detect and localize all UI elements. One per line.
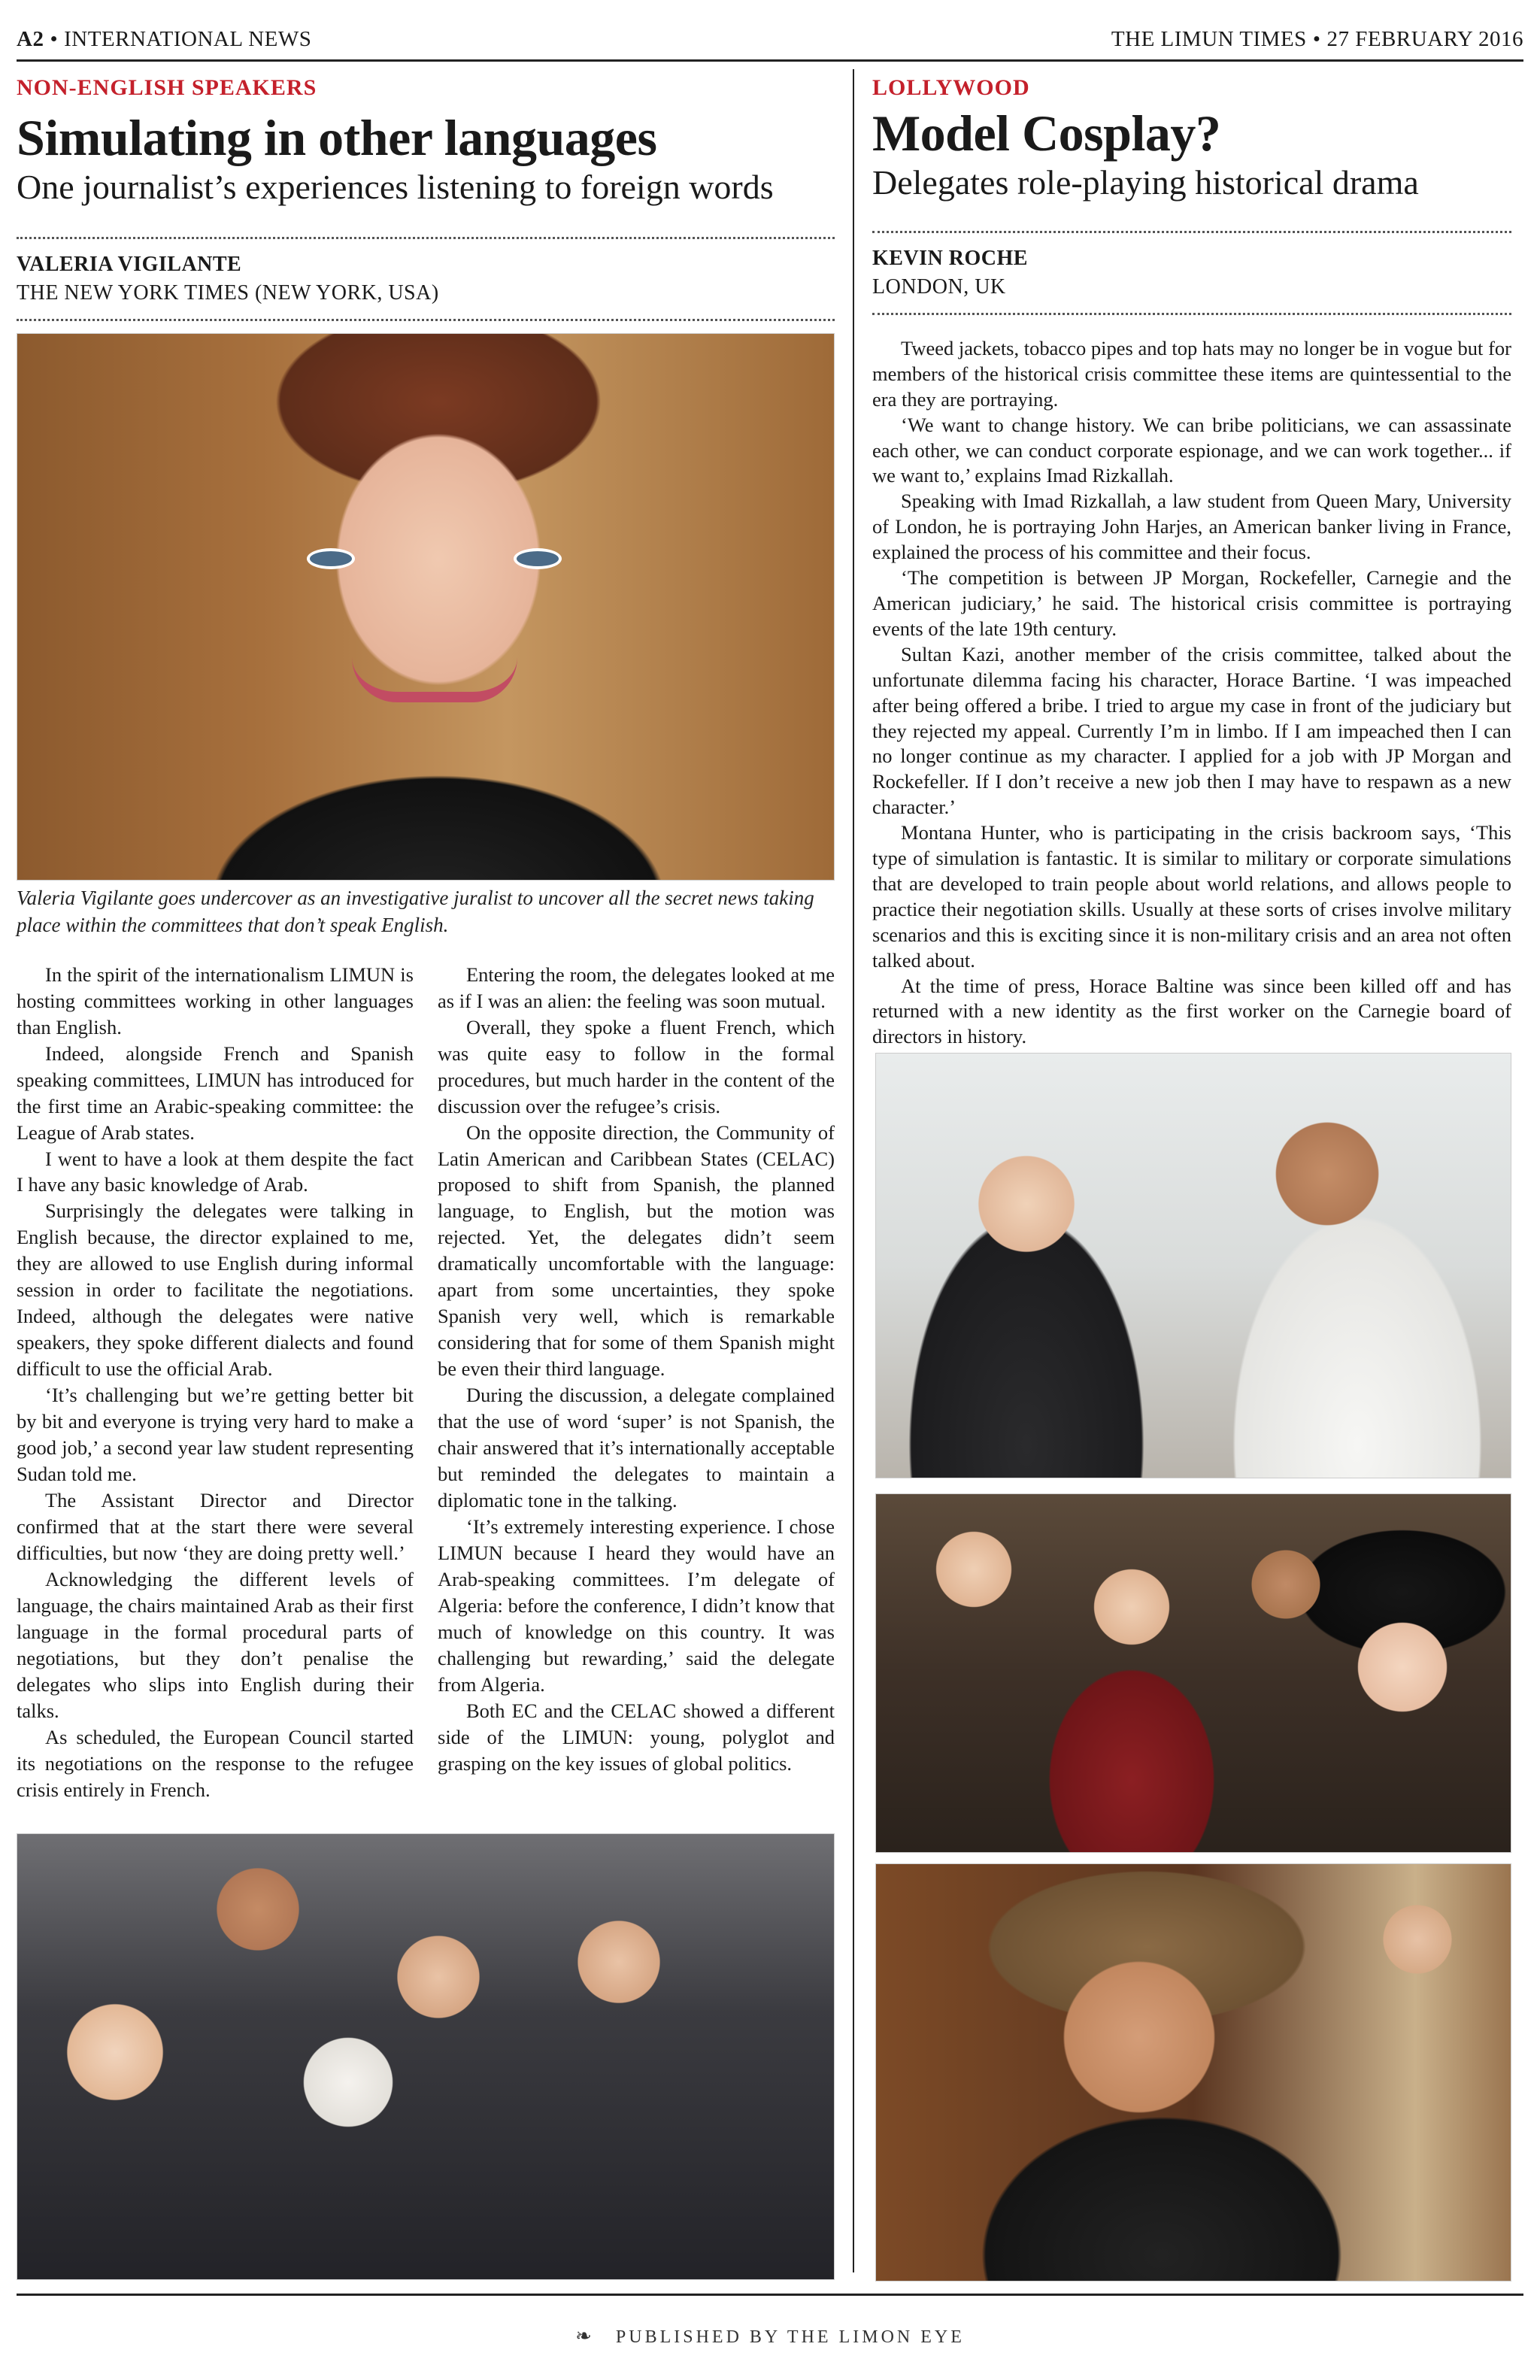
left-body (17, 962, 835, 1803)
right-headline: Model Cosplay? (872, 105, 1221, 162)
paragraph: Montana Hunter, who is participating in the crisis backroom says, ‘This type of simulation is fantastic. It is similar to military or corporate simulations that are developed to train people about world relations, and allows people to practice their negotiation skills. Usually at these sorts of crises involve military scenarios and this is exciting since it is non-military crisis and an area not often talked about. (872, 821, 1511, 972)
left-byline (17, 253, 835, 305)
left-kicker: NON-ENGLISH SPEAKERS (17, 75, 317, 100)
right-byline (872, 247, 1511, 299)
header-left (17, 27, 311, 52)
left-headline: Simulating in other languages (17, 109, 657, 166)
paragraph: ‘It’s challenging but we’re getting better bit by bit and everyone is trying very hard to make a good job,’ a second year law student representing Sudan told me. (17, 1384, 414, 1486)
paragraph: ‘The competition is between JP Morgan, Rockefeller, Carnegie and the American judiciary,’ he said. The historical crisis committee is portraying events of the late 19th century. (872, 566, 1511, 640)
paragraph: Surprisingly the delegates were talking in English because, the director explained to me, they are allowed to use English during informal session in order to facilitate the negotiations. Indeed, although the delegates were native speakers, they spoke different dialects and found difficult to use the official Arab. (17, 1199, 414, 1381)
page-footer (0, 2325, 1540, 2348)
right-author: KEVIN ROCHE (872, 246, 1028, 270)
paper-name: THE LIMUN TIMES (1111, 27, 1307, 51)
issue-date: 27 FEBRUARY 2016 (1326, 27, 1523, 51)
dotted-divider (17, 319, 835, 321)
paragraph: Speaking with Imad Rizkallah, a law student from Queen Mary, University of London, he is portraying John Harjes, an American banker living in France, explained the process of his committee and their focus. (872, 490, 1511, 564)
paragraph: ‘We want to change history. We can bribe politicians, we can assassinate each other, we can conduct corporate espionage, and we can work together... if we want to,’ explains Imad Rizkallah. (872, 413, 1511, 487)
bullet-separator: • (50, 27, 59, 51)
portrait-photo (17, 333, 835, 881)
right-eye (514, 548, 562, 569)
left-eye (307, 548, 355, 569)
left-article (17, 69, 835, 1803)
leaf-ornament-icon: ❧ (575, 2325, 595, 2347)
crisis-committee-photo-2 (875, 1493, 1511, 1853)
page-number: A2 (17, 27, 44, 51)
crisis-committee-photo-3 (875, 1863, 1511, 2281)
paragraph: Acknowledging the different levels of language, the chairs maintained Arab as their first language in the formal procedural parts of negotiations, but they don’t penalise the delegates who slips into English during their talks. (17, 1568, 414, 1722)
dotted-divider (17, 237, 835, 239)
smile (352, 657, 517, 702)
right-dek: Delegates role-playing historical drama (872, 163, 1419, 202)
paragraph: In the spirit of the internationalism LIMUN is hosting committees working in other languages than English. (17, 963, 414, 1038)
left-body-col-2 (438, 962, 835, 1803)
footer-rule (17, 2294, 1523, 2296)
left-body-col-1 (17, 962, 414, 1803)
left-author: VALERIA VIGILANTE (17, 252, 242, 276)
header-right (1111, 27, 1523, 52)
right-body (872, 336, 1511, 1050)
crisis-committee-photo-1 (875, 1053, 1511, 1478)
photo-caption: Valeria Vigilante goes undercover as an investigative juralist to uncover all the secret news taking place within the committees that don’t speak English. (17, 886, 814, 936)
paragraph: On the opposite direction, the Community of Latin American and Caribbean States (CELAC) proposed to shift from Spanish, the planned language, to English, but the motion was rejected. Yet, the delegates didn’t seem dramatically uncomfortable with the language: apart from some uncertainties, they spoke Spanish very well, which is remarkable considering that for some of them Spanish might be even their third language. (438, 1120, 835, 1381)
delegates-group-photo (17, 1833, 835, 2280)
column-divider (853, 69, 854, 2272)
paragraph: The Assistant Director and Director confirmed that at the start there were several difficulties, but now ‘they are doing pretty well.’ (17, 1489, 414, 1565)
bullet-separator: • (1312, 27, 1321, 51)
publisher-text: PUBLISHED BY THE LIMON EYE (615, 2327, 965, 2347)
dotted-divider (872, 231, 1511, 233)
dotted-divider (872, 313, 1511, 315)
paragraph: ‘It’s extremely interesting experience. I chose LIMUN because I heard they would have an Arab-speaking committees. I’m delegate of Algeria: before the conference, I didn’t know that much of knowledge on this country. It was challenging but rewarding,’ said the delegate from Algeria. (438, 1515, 835, 1696)
paragraph: During the discussion, a delegate complained that the use of word ‘super’ is not Spanish, the chair answered that it’s internationally acceptable but reminded the delegates to maintain a diplomatic tone in the talking. (438, 1384, 835, 1512)
paragraph: Indeed, alongside French and Spanish speaking committees, LIMUN has introduced for the first time an Arabic-speaking committee: the League of Arab states. (17, 1041, 414, 1144)
paragraph: As scheduled, the European Council started its negotiations on the response to the refugee crisis entirely in French. (17, 1725, 414, 1801)
paragraph: Overall, they spoke a fluent French, which was quite easy to follow in the formal procedures, but much harder in the content of the discussion over the refugee’s crisis. (438, 1015, 835, 1117)
paragraph: At the time of press, Horace Baltine was since been killed off and has returned with a new identity as the first worker on the Carnegie board of directors in history. (872, 974, 1511, 1048)
paragraph: Both EC and the CELAC showed a different side of the LIMUN: young, polyglot and grasping on the key issues of global politics. (438, 1699, 835, 1775)
right-article (872, 69, 1511, 1050)
section-name: INTERNATIONAL NEWS (64, 27, 312, 51)
paragraph: Tweed jackets, tobacco pipes and top hats may no longer be in vogue but for members of the historical crisis committee these items are quintessential to the era they are portraying. (872, 336, 1511, 411)
paragraph: Sultan Kazi, another member of the crisis committee, talked about the unfortunate dilemma facing his character, Horace Bartine. ‘I was impeached after being offered a bribe. I tried to argue my case in front of the judiciary but they rejected my appeal. Currently I’m in limbo. If I am impeached then I can no longer continue as my character. I applied for a job with JP Morgan and Rockefeller. If I don’t receive a new job then I may have to respawn as a new character.’ (872, 642, 1511, 819)
right-kicker: LOLLYWOOD (872, 75, 1030, 100)
left-affiliation: THE NEW YORK TIMES (NEW YORK, USA) (17, 280, 439, 305)
right-affiliation: LONDON, UK (872, 274, 1006, 299)
paragraph: I went to have a look at them despite the fact I have any basic knowledge of Arab. (17, 1147, 414, 1196)
left-dek: One journalist’s experiences listening to foreign words (17, 168, 774, 207)
paragraph: Entering the room, the delegates looked at me as if I was an alien: the feeling was soon mutual. (438, 963, 835, 1012)
page-header (17, 20, 1523, 62)
